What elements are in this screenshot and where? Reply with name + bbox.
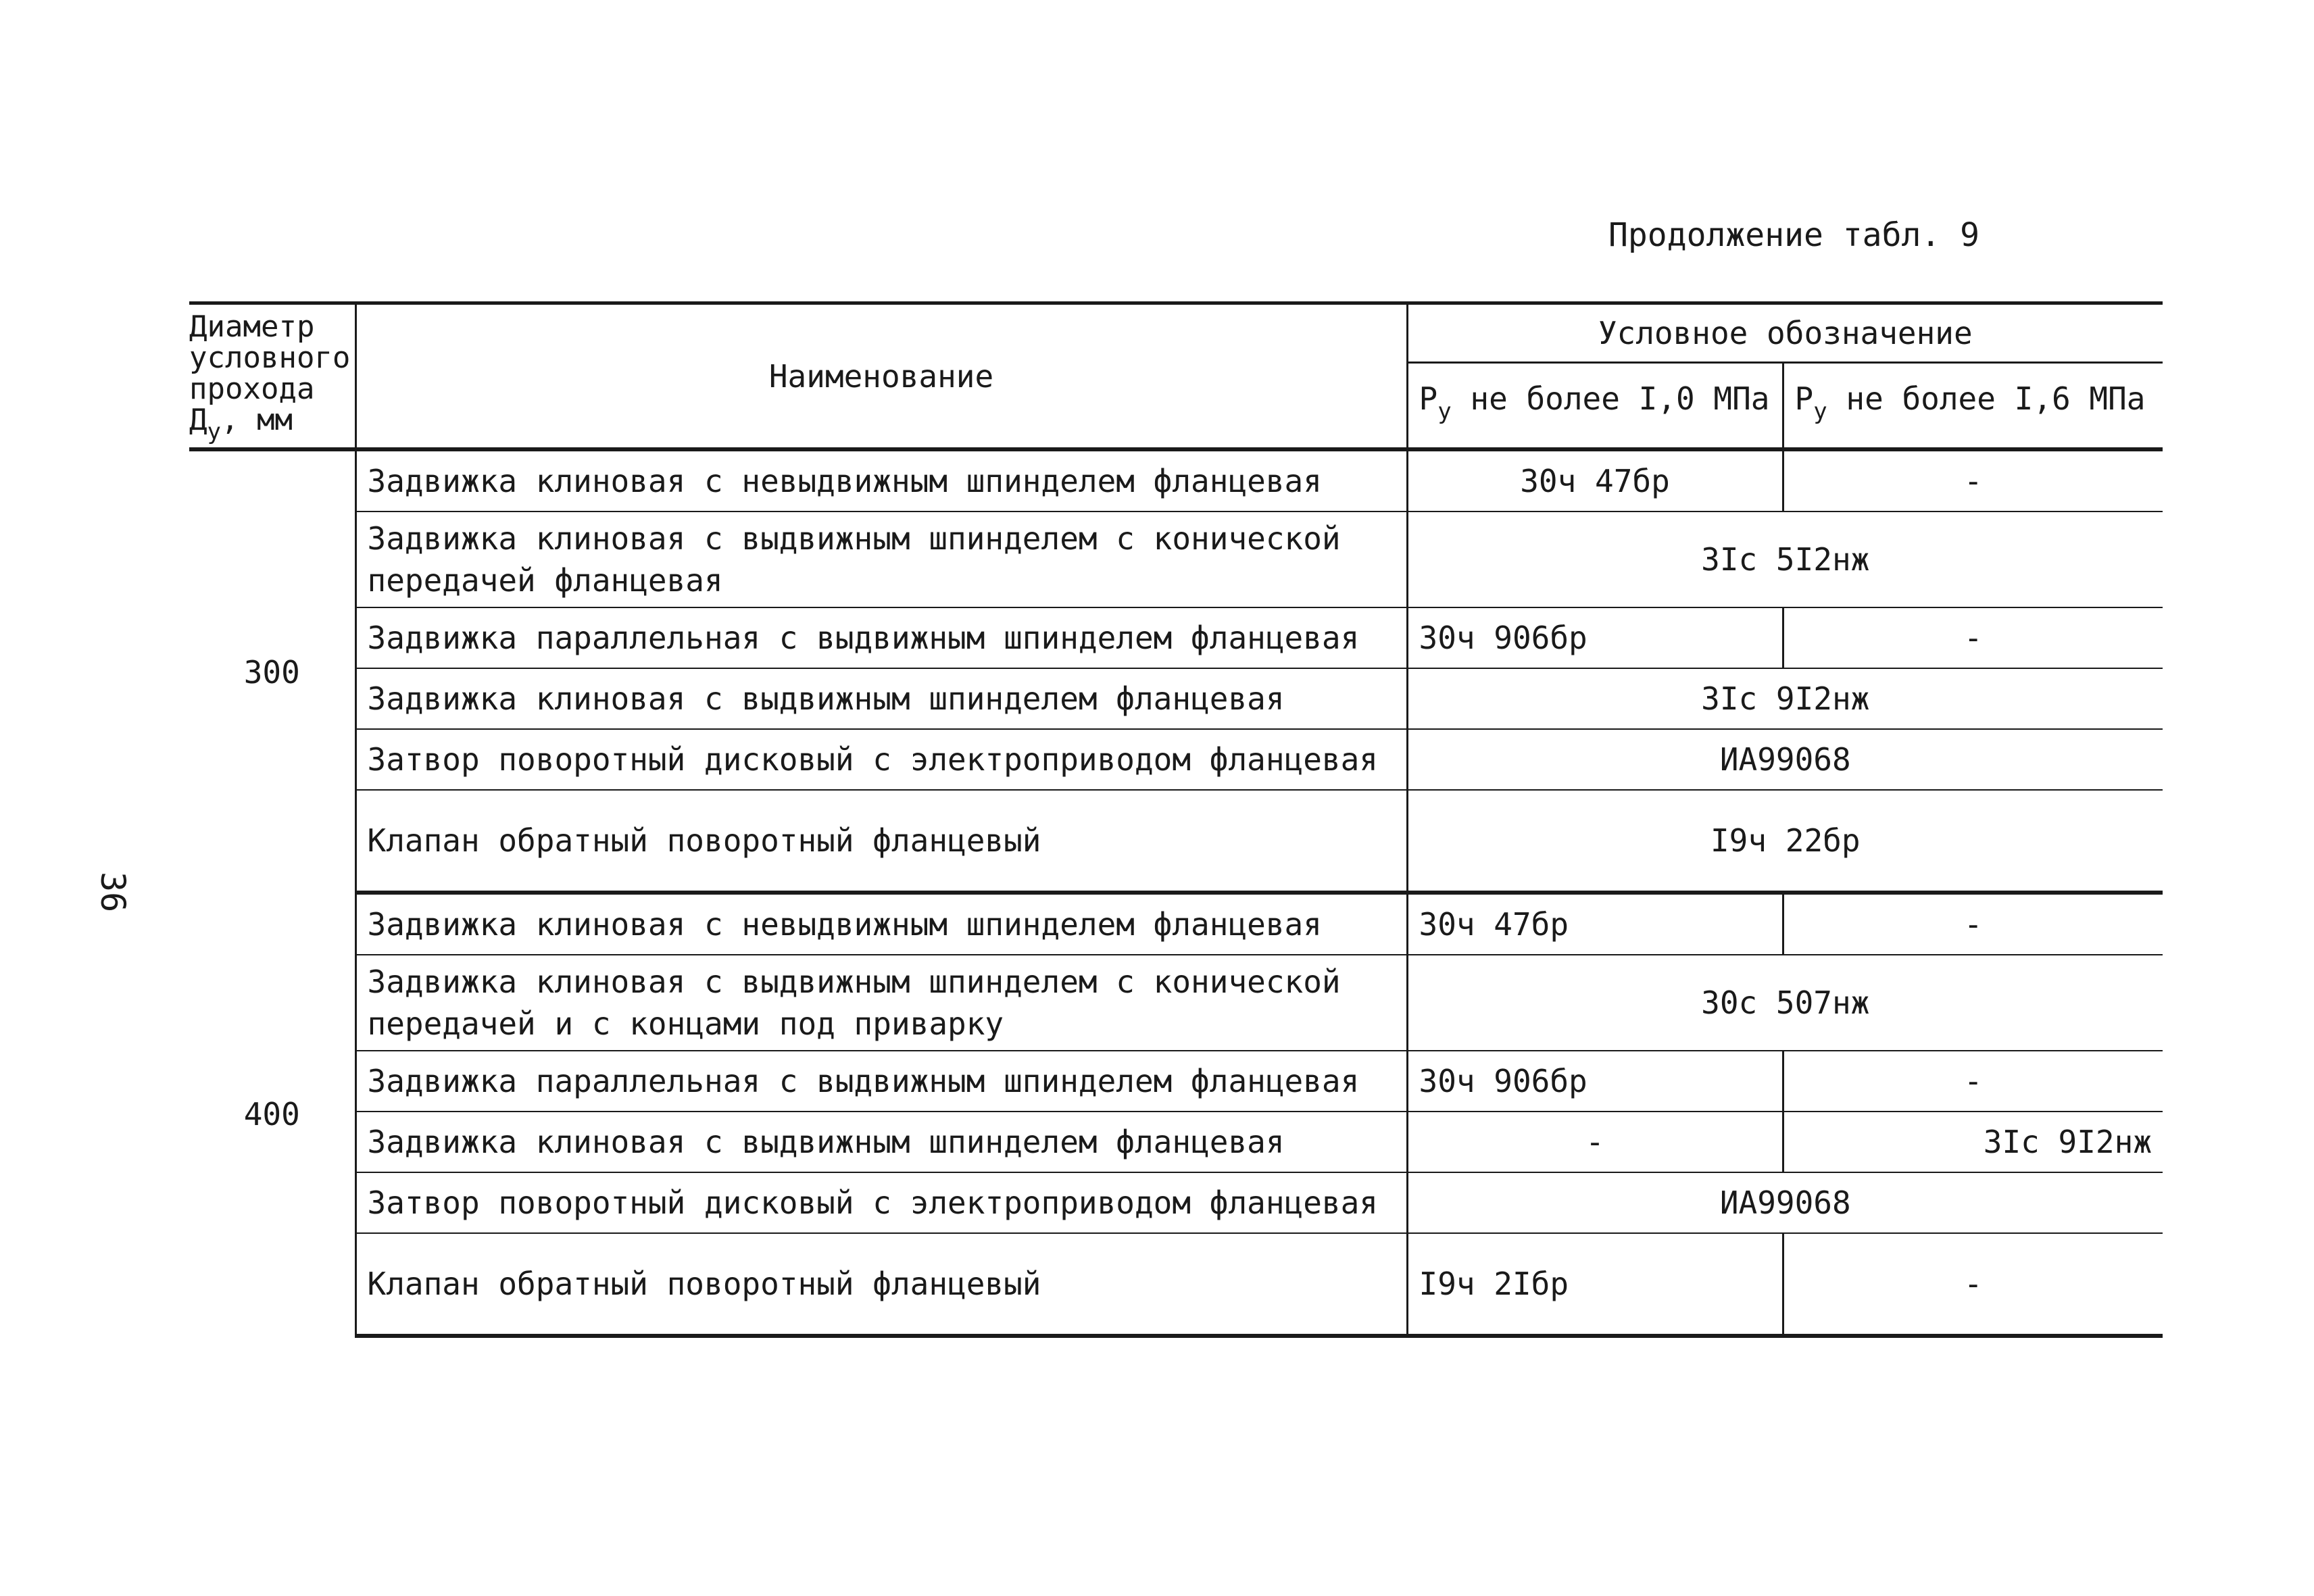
header-designation: Условное обозначение <box>1407 303 2163 363</box>
name-cell: Задвижка клиновая с выдвижным шпинделем фланцевая <box>355 668 1407 729</box>
header-diameter-line-3: прохода <box>189 372 315 406</box>
code-p1-cell: 30ч 906бр <box>1407 607 1783 668</box>
diameter-cell: 400 <box>189 893 355 1336</box>
group-300 <box>189 449 2163 893</box>
name-cell: Задвижка параллельная с выдвижным шпинделем фланцевая <box>355 1051 1407 1112</box>
name-cell: Задвижка клиновая с выдвижным шпинделем с конической передачей и с концами под приварку <box>355 955 1407 1051</box>
table-row <box>189 893 2163 955</box>
header-diameter-line-1: Диаметр <box>189 309 315 344</box>
page-number: 36 <box>93 872 132 913</box>
name-cell: Задвижка параллельная с выдвижным шпинделем фланцевая <box>355 607 1407 668</box>
name-cell: Задвижка клиновая с невыдвижным шпинделем фланцевая <box>355 893 1407 955</box>
code-both-cell: 3Iс 9I2нж <box>1407 668 2163 729</box>
code-both-cell: ИА99068 <box>1407 1172 2163 1233</box>
code-p2-cell: - <box>1783 1233 2163 1336</box>
code-p1-cell: 30ч 906бр <box>1407 1051 1783 1112</box>
table-row <box>189 668 2163 729</box>
header-pressure-2 <box>1783 362 2163 449</box>
header-name: Наименование <box>355 303 1407 450</box>
group-400 <box>189 893 2163 1336</box>
p1-symbol: Р <box>1419 380 1438 418</box>
name-cell: Затвор поворотный дисковый с электроприводом фланцевая <box>355 729 1407 790</box>
code-both-cell: I9ч 22бр <box>1407 790 2163 893</box>
header-diameter <box>189 303 355 450</box>
table-row <box>189 1112 2163 1172</box>
code-p2-cell: - <box>1783 449 2163 512</box>
name-cell: Затвор поворотный дисковый с электроприводом фланцевая <box>355 1172 1407 1233</box>
code-p1-cell: 30ч 47бр <box>1407 893 1783 955</box>
table-row <box>189 790 2163 893</box>
name-cell: Клапан обратный поворотный фланцевый <box>355 790 1407 893</box>
name-cell: Задвижка клиновая с выдвижным шпинделем с конической передачей фланцевая <box>355 512 1407 607</box>
specification-table <box>189 301 2163 1338</box>
table-row <box>189 449 2163 512</box>
table-row <box>189 955 2163 1051</box>
diameter-unit: , мм <box>220 403 293 437</box>
table-row <box>189 512 2163 607</box>
header-diameter-unit <box>189 405 355 447</box>
code-p2-cell: - <box>1783 607 2163 668</box>
name-cell: Задвижка клиновая с выдвижным шпинделем фланцевая <box>355 1112 1407 1172</box>
diameter-symbol: Д <box>189 403 207 437</box>
p2-subscript: у <box>1813 398 1827 426</box>
code-p2-cell: 3Iс 9I2нж <box>1783 1112 2163 1172</box>
table-row <box>189 729 2163 790</box>
diameter-cell: 300 <box>189 449 355 893</box>
code-p1-cell: 30ч 47бр <box>1407 449 1783 512</box>
code-both-cell: 3Iс 5I2нж <box>1407 512 2163 607</box>
table-row <box>189 1051 2163 1112</box>
p1-text: не более I,0 МПа <box>1451 380 1770 418</box>
code-both-cell: 30с 507нж <box>1407 955 2163 1051</box>
name-cell: Клапан обратный поворотный фланцевый <box>355 1233 1407 1336</box>
name-cell: Задвижка клиновая с невыдвижным шпинделем фланцевая <box>355 449 1407 512</box>
table-caption: Продолжение табл. 9 <box>1608 216 1980 254</box>
diameter-symbol-subscript: у <box>207 418 221 445</box>
table-row <box>189 607 2163 668</box>
code-both-cell: ИА99068 <box>1407 729 2163 790</box>
table-row <box>189 1233 2163 1336</box>
p2-symbol: Р <box>1794 380 1814 418</box>
code-p2-cell: - <box>1783 1051 2163 1112</box>
p2-text: не более I,6 МПа <box>1827 380 2146 418</box>
header-diameter-line-2: условного <box>189 341 351 375</box>
header-pressure-1 <box>1407 362 1783 449</box>
code-p1-cell: - <box>1407 1112 1783 1172</box>
table-row <box>189 1172 2163 1233</box>
p1-subscript: у <box>1437 398 1452 426</box>
code-p2-cell: - <box>1783 893 2163 955</box>
code-p1-cell: I9ч 2Iбр <box>1407 1233 1783 1336</box>
